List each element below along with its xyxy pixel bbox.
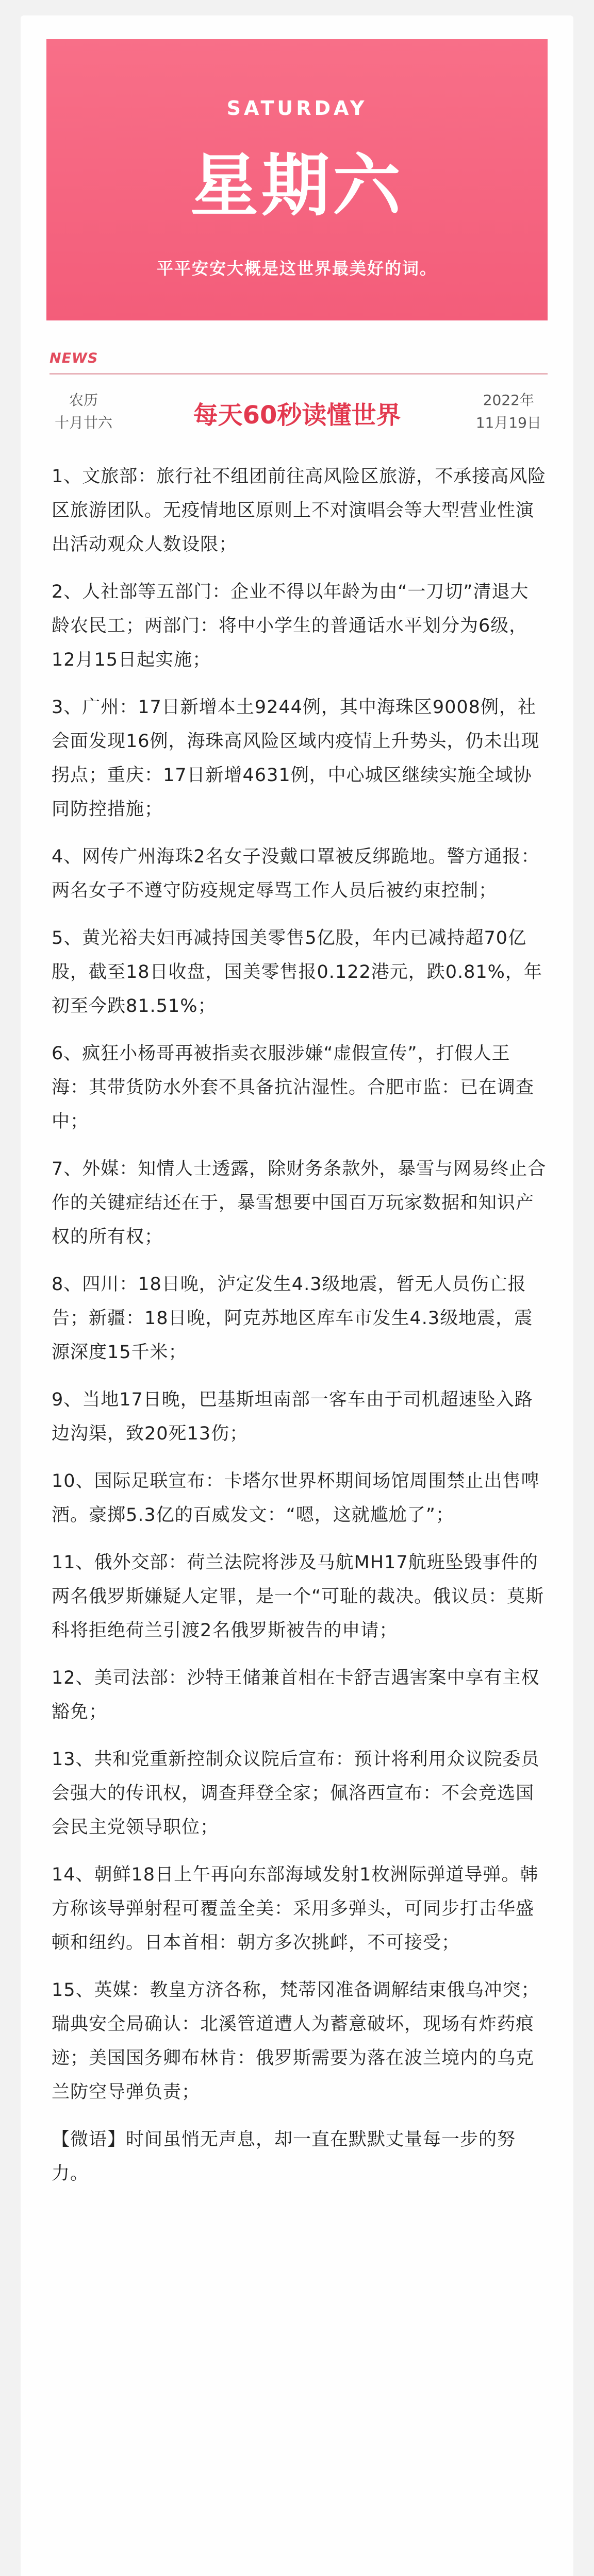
date-year: 2022年 [483,392,534,409]
weekday-english: SATURDAY [226,97,368,120]
weekday-banner [46,39,548,320]
date-monthday: 11月19日 [475,414,541,431]
news-item: 7、外媒：知情人士透露，除财务条款外，暴雪与网易终止合作的关键症结还在于，暴雪想要中国百万玩家数据和知识产权的所有权； [52,1159,547,1247]
news-item: 8、四川：18日晚，泸定发生4.3级地震，暂无人员伤亡报告；新疆：18日晚，阿克苏地区库车市发生4.3级地震，震源深度15千米； [52,1274,533,1363]
news-item: 6、疯狂小杨哥再被指卖衣服涉嫌“虚假宣传”，打假人王海：其带货防水外套不具备抗沾湿性。合肥市监：已在调查中； [52,1043,535,1132]
news-item: 13、共和党重新控制众议院后宣布：预计将利用众议院委员会强大的传讯权，调查拜登全家；佩洛西宣布：不会竞选国会民主党领导职位； [52,1749,540,1838]
lunar-label: 农历 [69,392,98,409]
news-card [21,15,573,2576]
banner-slogan: 平平安安大概是这世界最美好的词。 [156,259,437,278]
news-item: 12、美司法部：沙特王储兼首相在卡舒吉遇害案中享有主权豁免； [52,1668,540,1722]
news-item: 2、人社部等五部门：企业不得以年龄为由“一刀切”清退大龄农民工；两部门：将中小学生的普通话水平划分为6级，12月15日起实施； [52,582,529,670]
news-item: 10、国际足联宣布：卡塔尔世界杯期间场馆周围禁止出售啤酒。豪掷5.3亿的百威发文：“嗯，这就尴尬了”； [52,1471,540,1526]
lunar-value: 十月廿六 [55,414,113,431]
weekday-chinese: 星期六 [190,146,404,226]
divider [50,373,548,375]
news-item: 11、俄外交部：荷兰法院将涉及马航MH17航班坠毁事件的两名俄罗斯嫌疑人定罪，是一个“可耻的裁决。俄议员：莫斯科将拒绝荷兰引渡2名俄罗斯被告的申请； [52,1552,544,1641]
news-item: 1、文旅部：旅行社不组团前往高风险区旅游，不承接高风险区旅游团队。无疫情地区原则上不对演唱会等大型营业性演出活动观众人数设限； [52,466,547,555]
gregorian-date [476,389,541,434]
lunar-date [55,389,112,434]
news-item: 5、黄光裕夫妇再减持国美零售5亿股，年内已减持超70亿股，截至18日收盘，国美零售报0.122港元，跌0.81%，年初至今跌81.51%； [52,928,542,1016]
section-tag: NEWS [50,350,98,366]
news-item: 14、朝鲜18日上午再向东部海域发射1枚洲际弹道导弹。韩方称该导弹射程可覆盖全美：采用多弹头，可同步打击华盛顿和纽约。日本首相：朝方多次挑衅，不可接受； [52,1865,539,1953]
page-title: 每天60秒读懂世界 [193,401,401,430]
news-list [52,460,547,2204]
news-item: 4、网传广州海珠2名女子没戴口罩被反绑跪地。警方通报：两名女子不遵守防疫规定辱骂工作人员后被约束控制； [52,846,540,901]
news-item: 3、广州：17日新增本土9244例，其中海珠区9008例，社会面发现16例，海珠高风险区域内疫情上升势头，仍未出现拐点；重庆：17日新增4631例，中心城区继续实施全域协同防控措施； [52,697,540,820]
news-item: 15、英媒：教皇方济各称，梵蒂冈准备调解结束俄乌冲突；瑞典安全局确认：北溪管道遭人为蓄意破坏，现场有炸药痕迹；美国国务卿布林肯：俄罗斯需要为落在波兰境内的乌克兰防空导弹负责； [52,1980,540,2103]
news-item: 9、当地17日晚，巴基斯坦南部一客车由于司机超速坠入路边沟渠，致20死13伤； [52,1389,533,1444]
daily-quote: 【微语】时间虽悄无声息，却一直在默默丈量每一步的努力。 [52,2129,516,2184]
